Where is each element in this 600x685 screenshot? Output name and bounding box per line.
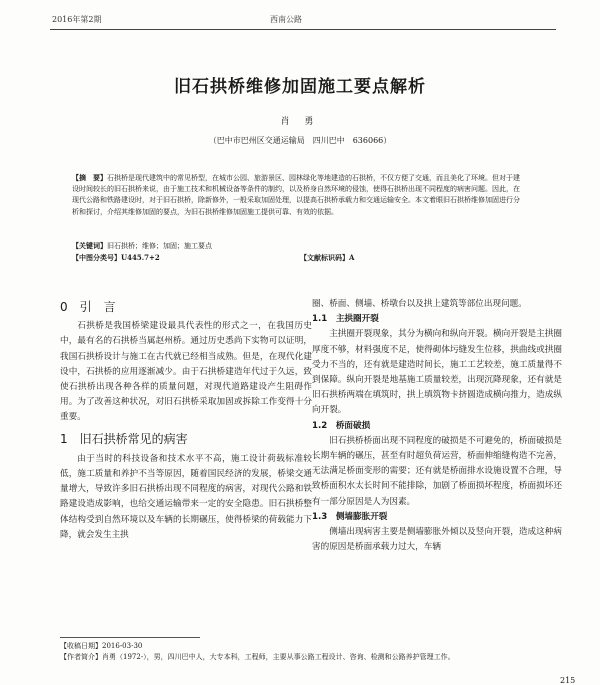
right-continuation: 圈、桥面、侧墙、桥墩台以及拱上建筑等部位出现问题。 (312, 299, 527, 309)
doc-code-value: A (349, 253, 355, 262)
footnote-rule (60, 637, 200, 638)
abstract-text: 石拱桥是现代建筑中的常见桥型，在城市公园、旅游景区、园林绿化等地建造的石拱桥，不仅方便了交通，而且美化了环境。但对于建设时间较长的旧石拱桥来说，由于施工技术和机械设备等条件的制约，以及桥身自然环境的侵蚀，使得石拱桥出现不同程度的病害问题。因此，在现代公路和铁路建设时，对于旧石拱桥，除新修外，一般采取加固处理，以提高石拱桥承载力和交通运输安全。本文着眼旧石拱桥维修加固进行分析和探讨，介绍其维修加固的要点，为旧石拱桥维修加固施工提供可靠、有效的依据。 (72, 174, 520, 216)
classification (72, 253, 160, 263)
header-rule (50, 29, 556, 30)
keywords (72, 241, 520, 251)
abstract-label: 【摘 要】 (72, 173, 107, 182)
page-number: 215 (560, 676, 576, 685)
paper-title: 旧石拱桥维修加固施工要点解析 (174, 77, 426, 97)
left-column (60, 300, 312, 543)
keywords-text: 旧石拱桥；维修；加固；施工要点 (107, 242, 212, 250)
section-1-3-heading: 1.3 侧墙膨胀开裂 (312, 511, 388, 522)
intro-paragraph: 石拱桥是我国桥梁建设最具代表性的形式之一，在我国历史中，最有名的石拱桥当属赵州桥。通过历史悉尚下实物可以证明，我国石拱桥设计与施工在古代就已经相当成熟。但是，在现代化建设中，石拱桥的应用逐渐减少。由于石拱桥建造年代过于久远，致使石拱桥出现各种各样的质量问题，对现代道路建设产生阻碍作用。为了改善这种状况，对旧石拱桥采取加固或拆除工作变得十分重要。 (60, 321, 312, 423)
right-column (312, 297, 562, 555)
abstract (72, 172, 520, 218)
intro-heading: 0 引 言 (60, 300, 116, 314)
section-1-2-heading: 1.2 桥面破损 (312, 420, 371, 431)
section-1-heading: 1 旧石拱桥常见的病害 (60, 431, 188, 446)
affiliation: （巴中市巴州区交通运输局 四川巴中 636066） (208, 136, 392, 145)
classification-value: U445.7+2 (121, 253, 160, 262)
section-1-2-paragraph: 旧石拱桥桥面出现不同程度的破损是不可避免的，桥面破损是长期车辆的碾压，甚至有时超负荷运营，桥面伸缩缝构造不完善，无法满足桥面变形的需要；还有就是桥面排水设施设置不合理，导致桥面积水太长时间不能排除，加剧了桥面损坏程度，桥面损坏还有一部分原因是人为因素。 (312, 435, 562, 507)
header-issue: 2016年第2期 (52, 15, 102, 24)
section-1-1-paragraph: 主拱圈开裂现象，其分为横向和纵向开裂。横向开裂是主拱圈厚度不够，材料强度不足，使得砌体圬缝发生位移，拱曲线或拱圈受力不当的，还有就是建造时间长，施工工艺较差，施工质量得不到保障。纵向开裂是地基施工质量较差，出现沉降现象，还有就是旧石拱桥两端在填筑时，拱上填筑物卡挤圆造成横向推力，造成纵向开裂。 (312, 329, 562, 416)
document-code (300, 253, 354, 263)
classification-label: 【中图分类号】 (72, 253, 121, 262)
keywords-label: 【关键词】 (72, 241, 107, 250)
footnote-bio: 【作者简介】肖勇（1972-），男，四川巴中人，大专本科，工程师，主要从事公路工程设计、咨询、检测和公路养护管理工作。 (60, 653, 455, 661)
section-1-3-paragraph: 侧墙出现病害主要是侧墙膨胀外倾以及竖向开裂，造成这种病害的原因是桥面承载力过大，车辆 (312, 527, 562, 553)
footnote-received: 【收稿日期】2016-03-30 (60, 642, 143, 650)
section-1-paragraph: 由于当时的科技设备和技术水平不高，施工设计荷载标准较低，施工质量和养护不当等原因，随着国民经济的发展，桥梁交通量增大，导致许多旧石拱桥出现不同程度的病害，对现代公路和铁路建设造成影响，也给交通运输带来一定的安全隐患。旧石拱桥整体结构受到自然环境以及车辆的长期碾压，使得桥梁的荷载能力下降，就会发生主拱 (60, 453, 312, 540)
header-journal: 西南公路 (270, 15, 302, 24)
section-1-1-heading: 1.1 主拱圈开裂 (312, 314, 379, 325)
doc-code-label: 【文献标识码】 (300, 253, 349, 262)
author: 肖 勇 (280, 117, 320, 127)
